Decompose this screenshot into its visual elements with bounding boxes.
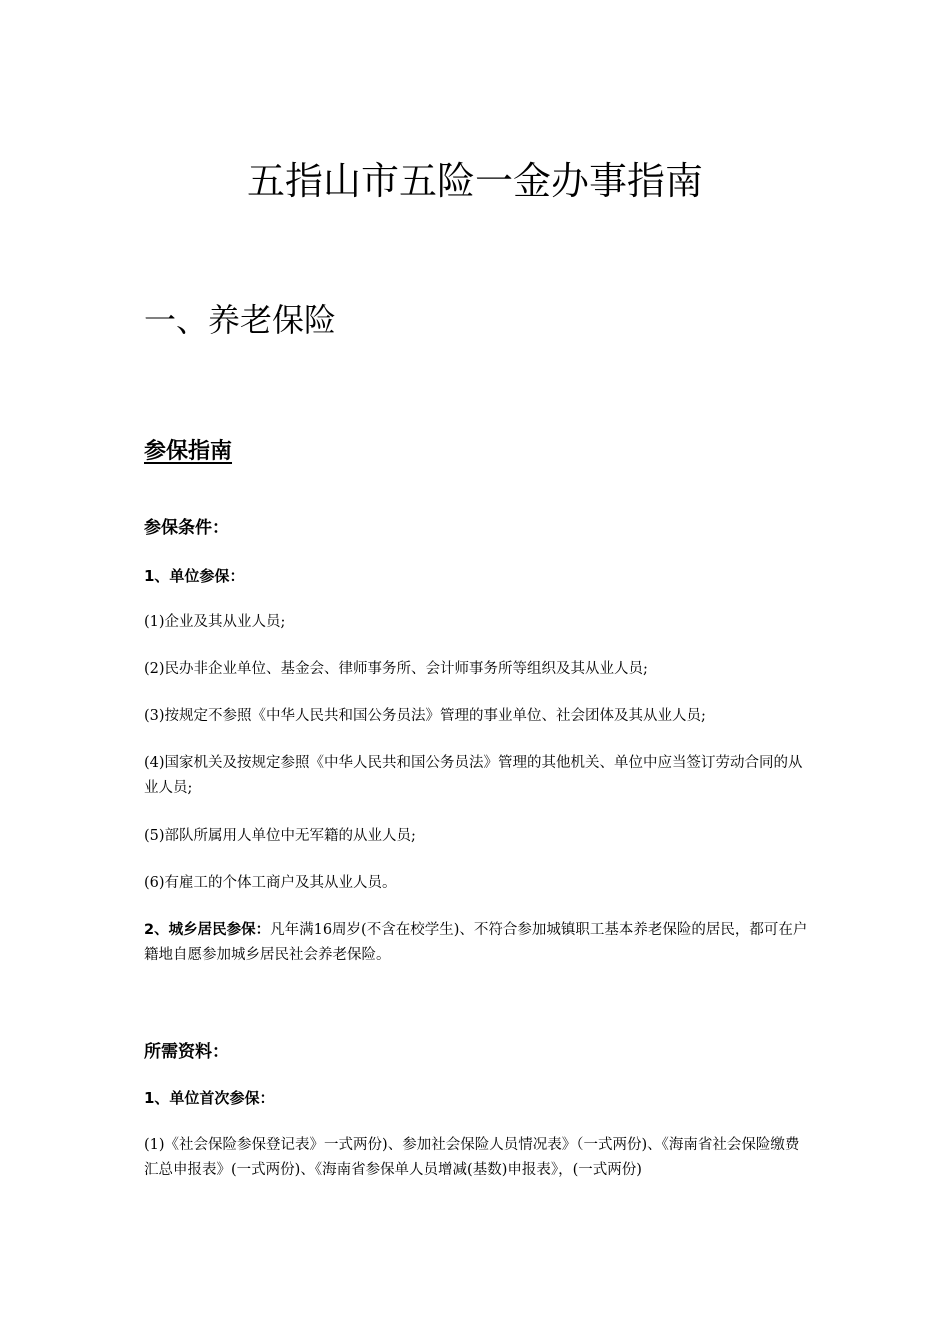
section-heading-pension-insurance: 一、养老保险 <box>144 301 337 339</box>
unit-condition-item-2: (2)民办非企业单位、基金会、律师事务所、会计师事务所等组织及其从业人员; <box>144 661 648 677</box>
unit-condition-item-5: (5)部队所属用人单位中无军籍的从业人员; <box>144 828 416 844</box>
resident-enrollment-paragraph <box>144 918 808 968</box>
unit-condition-item-6: (6)有雇工的个体工商户及其从业人员。 <box>144 875 397 891</box>
resident-enrollment-label: 2、城乡居民参保： <box>144 922 271 938</box>
document-title: 五指山市五险一金办事指南 <box>246 159 703 203</box>
unit-enrollment-heading: 1、单位参保： <box>144 567 245 585</box>
conditions-heading: 参保条件： <box>144 518 229 538</box>
unit-condition-item-3: (3)按规定不参照《中华人民共和国公务员法》管理的事业单位、社会团体及其从业人员; <box>144 708 706 724</box>
resident-enrollment-text: 凡年满16周岁(不含在校学生)、不符合参加城镇职工基本养老保险的居民，都可在户籍地自愿参加城乡居民社会养老保险。 <box>144 922 808 963</box>
subsection-heading-enrollment-guide: 参保指南 <box>144 439 233 464</box>
materials-heading: 所需资料： <box>144 1042 229 1062</box>
unit-condition-item-4: (4)国家机关及按规定参照《中华人民共和国公务员法》管理的其他机关、单位中应当签订劳动合同的从业人员; <box>144 755 803 796</box>
first-enrollment-heading: 1、单位首次参保： <box>144 1089 275 1107</box>
first-enrollment-material-item-1: (1)《社会保险参保登记表》一式两份)、参加社会保险人员情况表》（一式两份)、《海南省社会保险缴费汇总申报表》(一式两份)、《海南省参保单人员增减(基数)申报表》，(一式两份) <box>144 1137 800 1178</box>
unit-condition-item-1: (1)企业及其从业人员; <box>144 614 286 630</box>
